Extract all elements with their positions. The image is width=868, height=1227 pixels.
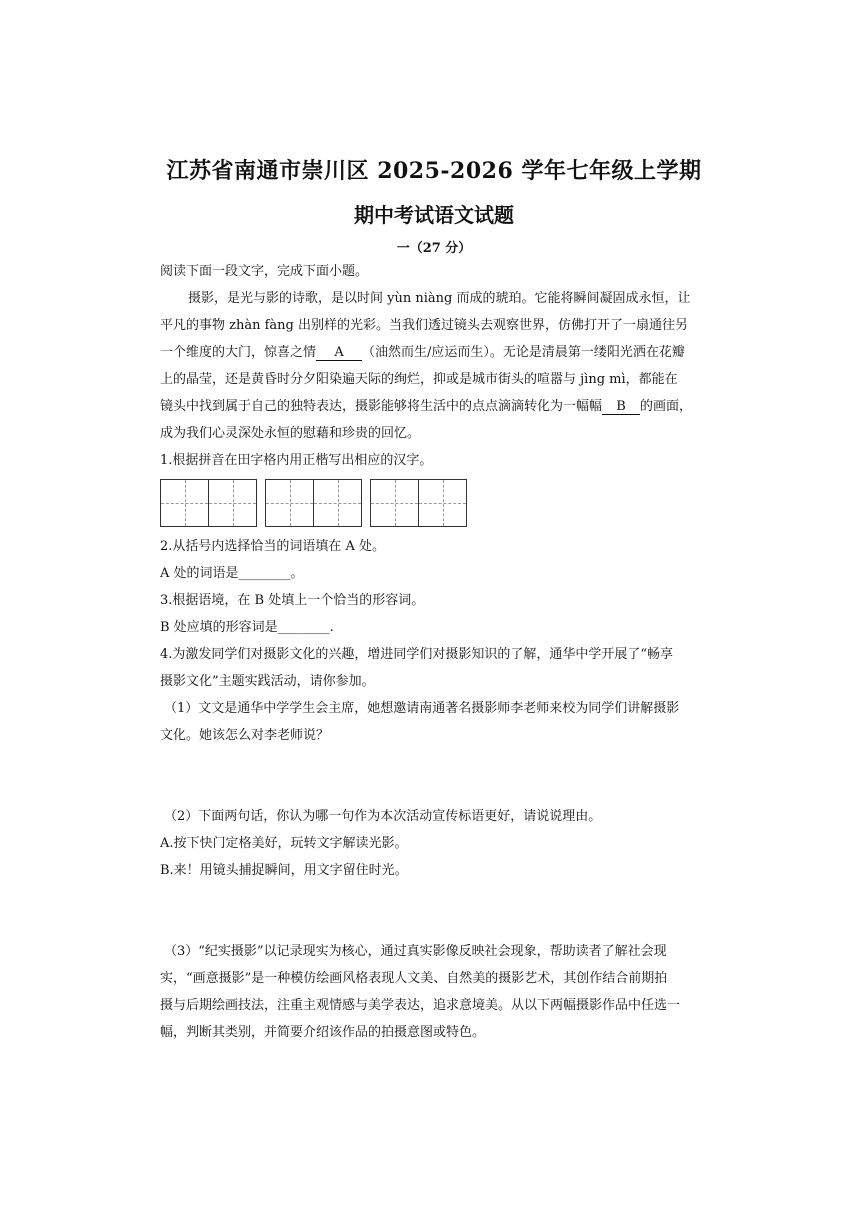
question-4-1-cont: 文化。她该怎么对李老师说？ bbox=[160, 728, 330, 743]
tianzige-cell[interactable] bbox=[314, 480, 361, 526]
blank-a: A bbox=[316, 345, 362, 361]
question-4-3-cont: 摄与后期绘画技法，注重主观情感与美学表达，追求意境美。从以下两幅摄影作品中任选一 bbox=[160, 998, 681, 1013]
tianzige-box[interactable] bbox=[265, 479, 362, 527]
passage-line: 平凡的事物 zhàn fàng 出别样的光彩。当我们透过镜头去观察世界，仿佛打开了一扇通往另 bbox=[160, 318, 688, 333]
question-2: 2.从括号内选择恰当的词语填在 A 处。 bbox=[160, 539, 386, 554]
question-4-2: （2）下面两句话，你认为哪一句作为本次活动宣传标语更好，请说说理由。 bbox=[164, 809, 602, 824]
section-heading: 一（27 分） bbox=[396, 241, 472, 256]
passage-line: 摄影，是光与影的诗歌，是以时间 yùn niàng 而成的琥珀。它能将瞬间凝固成永恒，让 bbox=[188, 291, 691, 306]
question-4: 4.为激发同学们对摄影文化的兴趣，增进同学们对摄影知识的了解，通华中学开展了“畅享 bbox=[160, 647, 674, 662]
question-4-3-cont: 实，“画意摄影”是一种模仿绘画风格表现人文美、自然美的摄影艺术，其创作结合前期拍 bbox=[160, 971, 668, 986]
question-3-answer-line[interactable]: B 处应填的形容词是________. bbox=[160, 620, 334, 635]
tianzige-cell[interactable] bbox=[209, 480, 256, 526]
exam-title: 江苏省南通市崇川区 2025-2026 学年七年级上学期 bbox=[166, 158, 702, 184]
question-1: 1.根据拼音在田字格内用正楷写出相应的汉字。 bbox=[160, 453, 433, 468]
passage-line: 上的晶莹，还是黄昏时分夕阳染遍天际的绚烂，抑或是城市街头的喧嚣与 jìng mì，都能在 bbox=[160, 372, 678, 387]
question-4-1: （1）文文是通华中学学生会主席，她想邀请南通著名摄影师李老师来校为同学们讲解摄影 bbox=[164, 701, 680, 716]
passage-text: 镜头中找到属于自己的独特表达，摄影能够将生活中的点点滴滴转化为一幅幅 bbox=[160, 399, 603, 414]
tianzige-cell[interactable] bbox=[419, 480, 466, 526]
question-4-cont: 摄影文化”主题实践活动，请你参加。 bbox=[160, 674, 375, 689]
passage-line-with-blank-b bbox=[160, 398, 692, 416]
option-a: A.按下快门定格美好，玩转文字解读光影。 bbox=[160, 836, 408, 851]
question-3: 3.根据语境，在 B 处填上一个恰当的形容词。 bbox=[160, 593, 425, 608]
passage-text: 的画面， bbox=[640, 399, 693, 414]
blank-b: B bbox=[602, 399, 640, 415]
tianzige-box[interactable] bbox=[160, 479, 257, 527]
exam-subtitle: 期中考试语文试题 bbox=[354, 203, 514, 227]
tianzige-cell[interactable] bbox=[266, 480, 314, 526]
passage-line: 成为我们心灵深处永恒的慰藉和珍贵的回忆。 bbox=[160, 426, 421, 441]
tianzige-box[interactable] bbox=[370, 479, 467, 527]
question-4-3-cont: 幅，判断其类别，并简要介绍该作品的拍摄意图或特色。 bbox=[160, 1025, 486, 1040]
question-2-answer-line[interactable]: A 处的词语是________。 bbox=[160, 566, 304, 581]
passage-text: 一个维度的大门，惊喜之情 bbox=[160, 345, 317, 360]
question-4-3: （3）“纪实摄影”以记录现实为核心，通过真实影像反映社会现象，帮助读者了解社会现 bbox=[164, 944, 667, 959]
passage-line-with-blank-a bbox=[160, 344, 685, 362]
option-b: B.来！用镜头捕捉瞬间，用文字留住时光。 bbox=[160, 863, 408, 878]
tianzige-cell[interactable] bbox=[371, 480, 419, 526]
tianzige-cell[interactable] bbox=[161, 480, 209, 526]
reading-instruction: 阅读下面一段文字，完成下面小题。 bbox=[160, 264, 369, 279]
tianzige-grid-group bbox=[160, 479, 467, 527]
passage-text: （油然而生/应运而生）。无论是清晨第一缕阳光洒在花瓣 bbox=[362, 345, 685, 360]
